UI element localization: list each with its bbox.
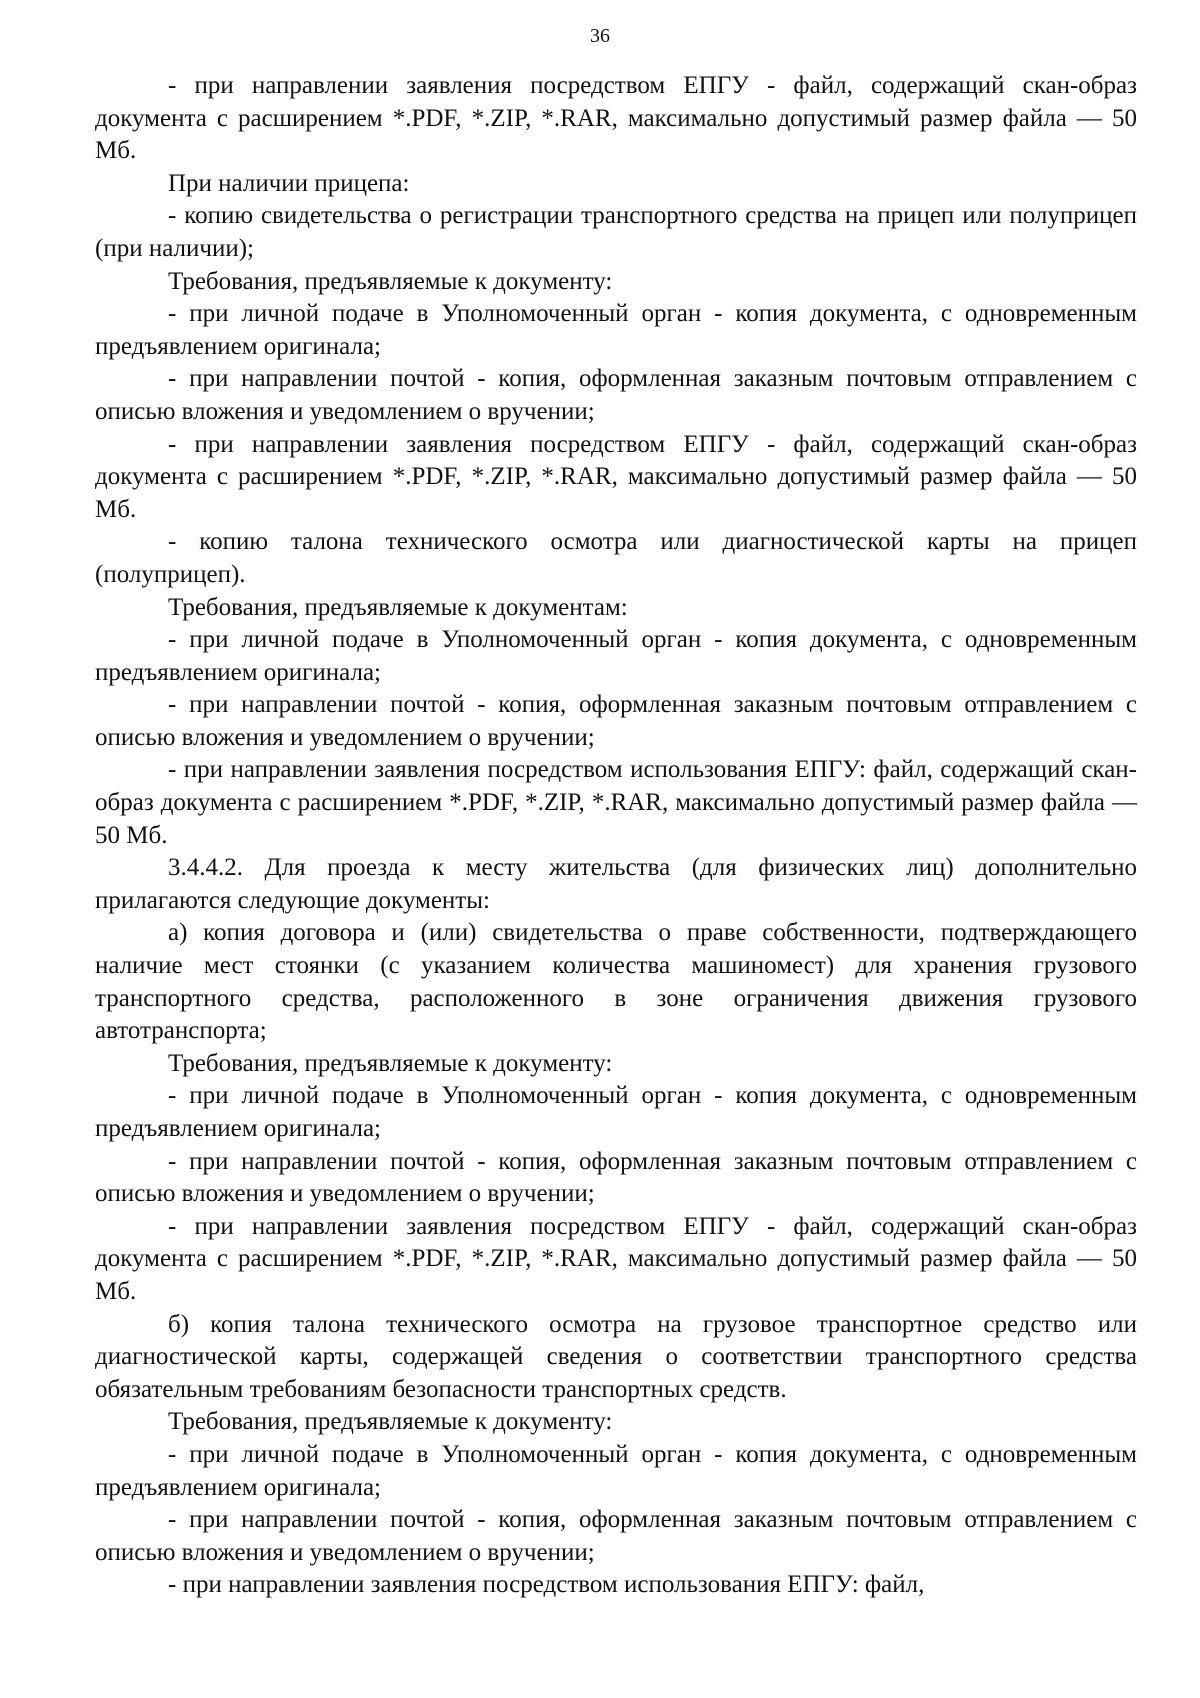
paragraph: - при направлении почтой - копия, оформленная заказным почтовым отправлением с описью вложения и уведомлением о вручении;	[95, 365, 1137, 425]
paragraph: - при личной подаче в Уполномоченный орган - копия документа, с одновременным предъявлением оригинала;	[95, 1440, 1137, 1501]
paragraph: - при направлении заявления посредством ЕПГУ - файл, содержащий скан-образ документа с расширением *.PDF, *.ZIP, *.RAR, максимально допустимый размер файла — 50 Мб.	[95, 430, 1137, 523]
paragraph: Требования, предъявляемые к документу:	[168, 267, 613, 295]
paragraph: Требования, предъявляемые к документу:	[168, 1408, 613, 1436]
paragraph: 3.4.4.2. Для проезда к месту жительства (для физических лиц) дополнительно прилагаются следующие документы:	[95, 854, 1137, 914]
paragraph: а) копия договора и (или) свидетельства о праве собственности, подтверждающего наличие мест стоянки (с указанием количества машиномест) для хранения грузового транспортного средства, расположенного в зоне ограничения движения грузового автотранспорта;	[95, 919, 1137, 1045]
page-number: 36	[590, 25, 610, 47]
paragraph: - при направлении заявления посредством использования ЕПГУ: файл, содержащий скан-образ документа с расширением *.PDF, *.ZIP, *.RAR, максимально допустимый размер файла — 50 Мб.	[95, 756, 1137, 849]
paragraph: При наличии прицепа:	[168, 169, 410, 197]
paragraph: Требования, предъявляемые к документу:	[168, 1049, 613, 1077]
paragraph: - при личной подаче в Уполномоченный орган - копия документа, с одновременным предъявлением оригинала;	[95, 300, 1137, 360]
paragraph: - при направлении почтой - копия, оформленная заказным почтовым отправлением с описью вложения и уведомлением о вручении;	[95, 1506, 1137, 1566]
paragraph: - при личной подаче в Уполномоченный орган - копия документа, с одновременным предъявлением оригинала;	[95, 1082, 1137, 1142]
paragraph: б) копия талона технического осмотра на грузовое транспортное средство или диагностической карты, содержащей сведения о соответствии транспортного средства обязательным требованиям безопасности транспортных средств.	[95, 1310, 1137, 1403]
paragraph: Требования, предъявляемые к документам:	[168, 593, 628, 621]
page-body	[95, 70, 1137, 1602]
paragraph: - при направлении почтой - копия, оформленная заказным почтовым отправлением с описью вложения и уведомлением о вручении;	[95, 1147, 1137, 1208]
paragraph: - при направлении заявления посредством использования ЕПГУ: файл,	[168, 1571, 925, 1599]
paragraph: - копию талона технического осмотра или диагностической карты на прицеп (полуприцеп).	[95, 528, 1137, 588]
paragraph: - при направлении почтой - копия, оформленная заказным почтовым отправлением с описью вложения и уведомлением о вручении;	[95, 691, 1137, 751]
paragraph: - при направлении заявления посредством ЕПГУ - файл, содержащий скан-образ документа с расширением *.PDF, *.ZIP, *.RAR, максимально допустимый размер файла — 50 Мб.	[95, 72, 1137, 165]
paragraph: - копию свидетельства о регистрации транспортного средства на прицеп или полуприцеп (при наличии);	[95, 202, 1137, 262]
paragraph: - при направлении заявления посредством ЕПГУ - файл, содержащий скан-образ документа с расширением *.PDF, *.ZIP, *.RAR, максимально допустимый размер файла — 50 Мб.	[95, 1212, 1137, 1305]
paragraph: - при личной подаче в Уполномоченный орган - копия документа, с одновременным предъявлением оригинала;	[95, 626, 1137, 686]
